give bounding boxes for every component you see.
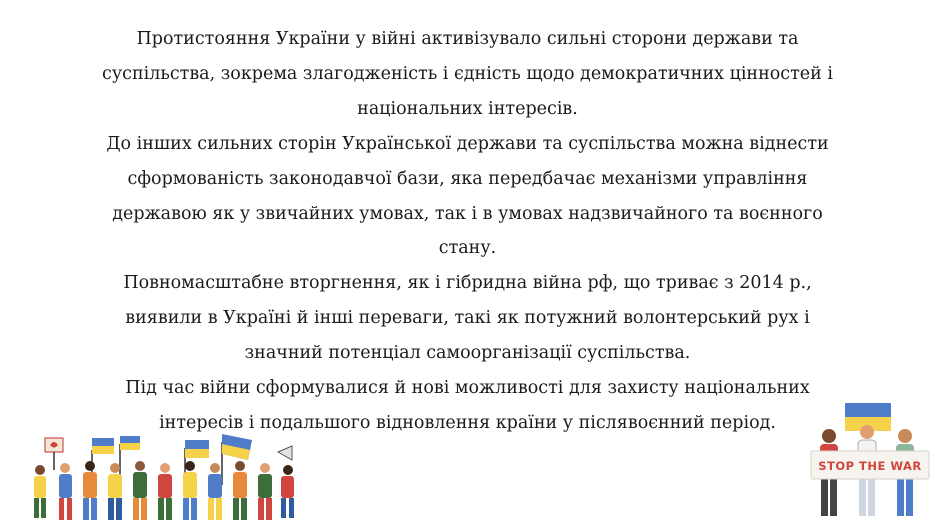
paragraph-1: Протистояння України у війні активізувало сильні сторони держави та суспільства, зокрема злагодженість і єдність щодо демократичних цінностей і національних інтересів. (102, 29, 833, 119)
people-icon (34, 461, 294, 520)
protest-icon (805, 398, 935, 525)
crowd-with-flags-illustration (20, 430, 305, 525)
paragraph-2: До інших сильних сторін Української держави та суспільства можна віднести сформованість законодавчої бази, яка передбачає механізми управління державою як у звичайних умовах, так і в умовах надзвичайного та воєнного стану. (106, 133, 829, 259)
stop-the-war-illustration (805, 398, 935, 525)
main-text (95, 22, 840, 441)
stop-the-war-text: STOP THE WAR (818, 459, 922, 473)
paragraph-3: Повномасштабне вторгнення, як і гібридна війна рф, що триває з 2014 р., виявили в Україні й інші переваги, такі як потужний волонтерський рух і значний потенціал самоорганізації суспільства. (123, 273, 812, 364)
crowd-flags-icon (20, 430, 305, 525)
megaphone-icon (278, 446, 292, 460)
paragraph-4: Під час війни сформувалися й нові можливості для захисту національних інтересів і подальшого відновлення країни у післявоєнний період. (125, 378, 810, 433)
sign-icon (45, 438, 63, 470)
